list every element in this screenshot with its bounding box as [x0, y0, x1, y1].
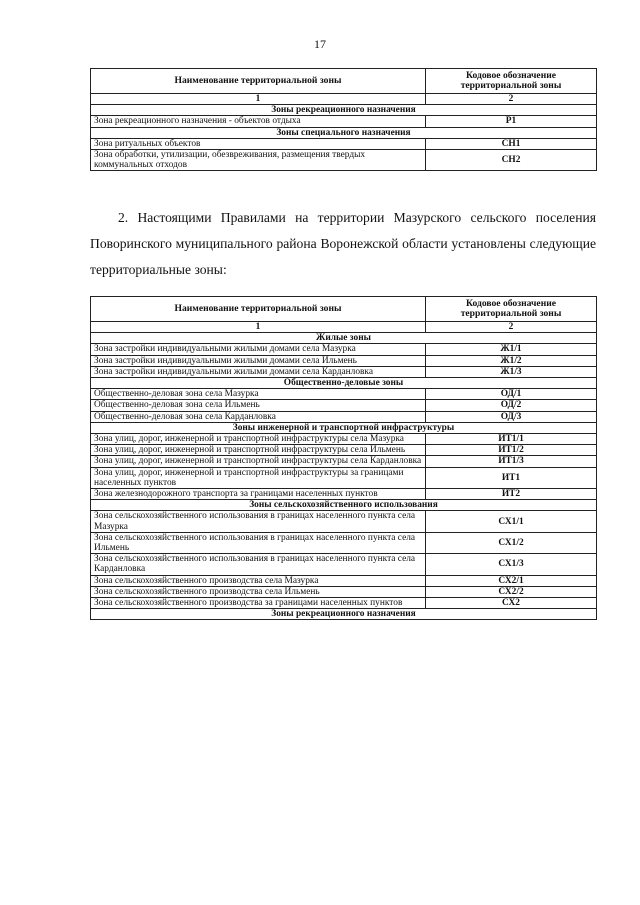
zone-name: Зона улиц, дорог, инженерной и транспортной инфраструктуры села Мазурка — [91, 434, 426, 445]
zone-name: Зона сельскохозяйственного производства за границами населенных пунктов — [91, 598, 426, 609]
table-row — [91, 511, 597, 532]
zone-name: Общественно-деловая зона села Мазурка — [91, 389, 426, 400]
table-row — [91, 554, 597, 575]
table-row — [91, 598, 597, 609]
table-header-row — [91, 297, 597, 322]
table-row — [91, 586, 597, 597]
table-row — [91, 138, 597, 149]
zone-code: ИТ1/2 — [426, 445, 597, 456]
zone-code: Ж1/1 — [426, 344, 597, 355]
zone-code: Ж1/3 — [426, 366, 597, 377]
column-number-2: 2 — [426, 94, 597, 105]
zone-code: СН2 — [426, 150, 597, 171]
table-row — [91, 150, 597, 171]
table-row — [91, 532, 597, 553]
zone-code: ИТ1/1 — [426, 434, 597, 445]
zone-name: Зона сельскохозяйственного использования в границах населенного пункта села Карданловка — [91, 554, 426, 575]
column-number-2: 2 — [426, 322, 597, 333]
section-row — [91, 127, 597, 138]
table-row — [91, 456, 597, 467]
column-header-code: Кодовое обозначение территориальной зоны — [426, 69, 597, 94]
zone-code: Ж1/2 — [426, 355, 597, 366]
zone-code: СХ1/2 — [426, 532, 597, 553]
zone-code: ОД/1 — [426, 389, 597, 400]
zone-name: Зона улиц, дорог, инженерной и транспортной инфраструктуры села Карданловка — [91, 456, 426, 467]
zone-name: Зона сельскохозяйственного использования в границах населенного пункта села Ильмень — [91, 532, 426, 553]
zone-name: Общественно-деловая зона села Карданловка — [91, 411, 426, 422]
section-title: Зоны специального назначения — [91, 127, 597, 138]
zone-name: Зона застройки индивидуальными жилыми домами села Мазурка — [91, 344, 426, 355]
table-row — [91, 344, 597, 355]
column-number-1: 1 — [91, 322, 426, 333]
column-header-name: Наименование территориальной зоны — [91, 69, 426, 94]
section-row — [91, 333, 597, 344]
table-row — [91, 489, 597, 500]
table-row — [91, 411, 597, 422]
table-row — [91, 400, 597, 411]
section-title: Зоны инженерной и транспортной инфраструктуры — [91, 422, 597, 433]
zone-name: Зона улиц, дорог, инженерной и транспортной инфраструктуры за границами населенных пунктов — [91, 467, 426, 488]
zone-code: ОД/2 — [426, 400, 597, 411]
table-row — [91, 575, 597, 586]
zone-name: Зона застройки индивидуальными жилыми домами села Карданловка — [91, 366, 426, 377]
zone-name: Зона застройки индивидуальными жилыми домами села Ильмень — [91, 355, 426, 366]
zone-code: СХ2/1 — [426, 575, 597, 586]
zone-code: СХ1/1 — [426, 511, 597, 532]
section-row — [91, 500, 597, 511]
section-row — [91, 105, 597, 116]
zone-name: Зона ритуальных объектов — [91, 138, 426, 149]
table-row — [91, 116, 597, 127]
table-row — [91, 434, 597, 445]
zone-code: СХ2/2 — [426, 586, 597, 597]
page-number: 17 — [314, 37, 326, 51]
zone-code: СН1 — [426, 138, 597, 149]
table-header-row — [91, 69, 597, 94]
column-header-code: Кодовое обозначение территориальной зоны — [426, 297, 597, 322]
section-title: Зоны рекреационного назначения — [91, 105, 597, 116]
zone-name: Зона сельскохозяйственного производства села Мазурка — [91, 575, 426, 586]
zone-code: СХ2 — [426, 598, 597, 609]
paragraph-zones-intro: 2. Настоящими Правилами на территории Мазурского сельского поселения Поворинского муниципального района Воронежской области установлены следующие территориальные зоны: — [90, 210, 596, 277]
section-title: Зоны сельскохозяйственного использования — [91, 500, 597, 511]
zone-name: Зона рекреационного назначения - объектов отдыха — [91, 116, 426, 127]
table-row — [91, 445, 597, 456]
section-title: Зоны рекреационного назначения — [91, 609, 597, 620]
column-number-row — [91, 322, 597, 333]
table-row — [91, 355, 597, 366]
section-row — [91, 609, 597, 620]
section-title: Общественно-деловые зоны — [91, 378, 597, 389]
section-row — [91, 378, 597, 389]
zone-code: ОД/3 — [426, 411, 597, 422]
zone-code: ИТ1 — [426, 467, 597, 488]
zones-table-2 — [90, 296, 597, 620]
zone-name: Зона обработки, утилизации, обезвреживания, размещения твердых коммунальных отходов — [91, 150, 426, 171]
zones-table-1 — [90, 68, 597, 171]
zone-code: СХ1/3 — [426, 554, 597, 575]
zone-name: Зона сельскохозяйственного производства села Ильмень — [91, 586, 426, 597]
zone-code: ИТ2 — [426, 489, 597, 500]
zone-name: Зона железнодорожного транспорта за границами населенных пунктов — [91, 489, 426, 500]
zone-name: Зона улиц, дорог, инженерной и транспортной инфраструктуры села Ильмень — [91, 445, 426, 456]
column-number-row — [91, 94, 597, 105]
zone-code: Р1 — [426, 116, 597, 127]
table-row — [91, 366, 597, 377]
table-row — [91, 389, 597, 400]
column-number-1: 1 — [91, 94, 426, 105]
zone-code: ИТ1/3 — [426, 456, 597, 467]
column-header-name: Наименование территориальной зоны — [91, 297, 426, 322]
zone-name: Зона сельскохозяйственного использования в границах населенного пункта села Мазурка — [91, 511, 426, 532]
section-row — [91, 422, 597, 433]
table-row — [91, 467, 597, 488]
zone-name: Общественно-деловая зона села Ильмень — [91, 400, 426, 411]
section-title: Жилые зоны — [91, 333, 597, 344]
